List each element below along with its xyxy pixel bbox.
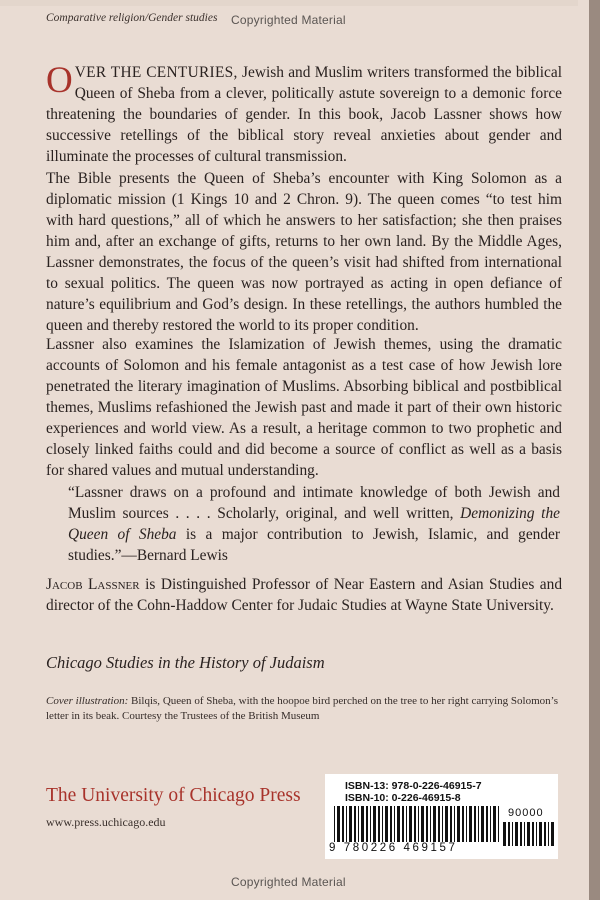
barcode-bar — [462, 806, 464, 842]
endorsement-quote — [68, 482, 560, 566]
watermark-top: Copyrighted Material — [231, 13, 346, 27]
barcode-bar — [493, 806, 496, 842]
barcode-bar — [442, 806, 443, 842]
barcode-bar — [481, 806, 484, 842]
author-bio — [46, 574, 562, 616]
barcode-digits: 9 780226 469157 — [329, 842, 458, 854]
addon-barcode — [503, 822, 555, 846]
isbn-10: ISBN-10: 0-226-46915-8 — [345, 792, 461, 804]
barcode-bar — [486, 806, 488, 842]
barcode-bar — [532, 822, 534, 846]
barcode-bar — [520, 822, 522, 846]
cover-credit-label: Cover illustration: — [46, 695, 129, 707]
barcode-bar — [478, 806, 479, 842]
paragraph-2 — [46, 168, 562, 336]
paragraph-1-smallcaps: VER THE CENTURIES, — [74, 64, 238, 81]
barcode-bar — [418, 806, 419, 842]
spine-edge — [589, 0, 600, 900]
barcode-bar — [421, 806, 424, 842]
barcode-bar — [366, 806, 368, 842]
barcode-bar — [474, 806, 476, 842]
barcode-bar — [536, 822, 537, 846]
barcode-bar — [334, 806, 335, 842]
paragraph-1-text: Jewish and Muslim writers transformed the biblical Queen of Sheba from a clever, politically astute sovereign to a demonic force threatening the boundaries of gender. In this book, Jacob Lassner shows how successive retellings of the biblical story reveal anxieties about gender and illuminate the processes of cultural transmission. — [46, 64, 562, 165]
barcode-bar — [406, 806, 407, 842]
barcode-bar — [544, 822, 546, 846]
barcode-bar — [426, 806, 428, 842]
isbn-13: ISBN-13: 978-0-226-46915-7 — [345, 780, 482, 792]
top-edge — [0, 0, 578, 6]
barcode-bar — [498, 806, 499, 842]
paragraph-2-text: The Bible presents the Queen of Sheba’s encounter with King Solomon as a diplomatic mission (1 Kings 10 and 2 Chron. 9). The queen comes “to test him with hard questions,” all of which he answers to her satisfaction; she then praises him and, after an exchange of gifts, returns to her own land. By the Middle Ages, Lassner demonstrates, the focus of the queen’s visit had shifted from international to sexual politics. The queen was now portrayed as acting in open defiance of nature’s equilibrium and God’s design. In these retellings, the authors humbled the queen and thereby restored the world to its proper condition. — [46, 170, 562, 334]
barcode-bar — [539, 822, 542, 846]
barcode-bar — [370, 806, 371, 842]
barcode-bar — [490, 806, 491, 842]
barcode-bar — [469, 806, 472, 842]
watermark-bottom: Copyrighted Material — [231, 875, 346, 889]
author-bio-text: is Distinguished Professor of Near Eastern and Asian Studies and director of the Cohn-Haddow Center for Judaic Studies at Wayne State University. — [46, 576, 563, 614]
quote-part-1: “Lassner draws on a profound and intimate knowledge of both Jewish and Muslim sources . . . . Scholarly, original, and well written, — [68, 484, 560, 522]
paragraph-1 — [46, 62, 562, 167]
barcode-bar — [349, 806, 352, 842]
barcode-bar — [414, 806, 416, 842]
barcode-bar — [382, 806, 383, 842]
barcode-bar — [454, 806, 455, 842]
paragraph-3 — [46, 334, 562, 481]
author-name: Jacob Lassner — [46, 576, 140, 593]
barcode-bar — [551, 822, 554, 846]
barcode-bar — [361, 806, 364, 842]
barcode-bar — [390, 806, 392, 842]
series-title: Chicago Studies in the History of Judaism — [46, 653, 325, 672]
ean-barcode — [334, 806, 499, 842]
barcode-addon-number: 90000 — [508, 807, 544, 819]
barcode-bar — [346, 806, 347, 842]
barcode-bar — [524, 822, 525, 846]
barcode-bar — [397, 806, 400, 842]
barcode-bar — [378, 806, 380, 842]
barcode-bar — [373, 806, 376, 842]
barcode-bar — [337, 806, 340, 842]
barcode-bar — [515, 822, 518, 846]
quote-book-title: Demonizing the Queen of Sheba — [68, 505, 560, 543]
barcode-bar — [503, 822, 506, 846]
category-label: Comparative religion/Gender studies — [46, 12, 218, 24]
cover-credit-text: Bilqis, Queen of Sheba, with the hoopoe bird perched on the tree to her right carrying Solomon’s letter in its beak. Courtesy the Trustees of the British Museum — [46, 695, 558, 722]
barcode-bar — [358, 806, 359, 842]
barcode-bar — [527, 822, 530, 846]
barcode-bar — [466, 806, 467, 842]
barcode-bar — [402, 806, 404, 842]
barcode-bar — [548, 822, 549, 846]
barcode-bar — [450, 806, 452, 842]
barcode-bar — [445, 806, 448, 842]
barcode-bar — [409, 806, 412, 842]
quote-part-2: is a major contribution to Jewish, Islamic, and gender studies.”—Bernard Lewis — [68, 526, 560, 564]
publisher-url: www.press.uchicago.edu — [46, 815, 166, 829]
barcode-bar — [457, 806, 460, 842]
barcode-bar — [430, 806, 431, 842]
barcode-bar — [438, 806, 440, 842]
barcode-bar — [433, 806, 436, 842]
barcode-bar — [385, 806, 388, 842]
barcode-bar — [508, 822, 510, 846]
paragraph-3-text: Lassner also examines the Islamization of Jewish themes, using the dramatic accounts of Solomon and his female antagonist as a test case of how Jewish lore penetrated the literary imagination of Muslims. Absorbing biblical and postbiblical themes, Muslims refashioned the Jewish past and made it part of their own historic experiences and world view. As a result, a heritage common to two prophetic and closely linked faiths could and did become a source of conflict as well as a basis for shared values and mutual understanding. — [46, 336, 562, 479]
publisher-name: The University of Chicago Press — [46, 785, 301, 806]
barcode-bar — [354, 806, 356, 842]
drop-cap: O — [46, 60, 73, 101]
barcode-bar — [394, 806, 395, 842]
barcode-bar — [342, 806, 344, 842]
barcode-bar — [512, 822, 513, 846]
cover-credit — [46, 694, 558, 724]
